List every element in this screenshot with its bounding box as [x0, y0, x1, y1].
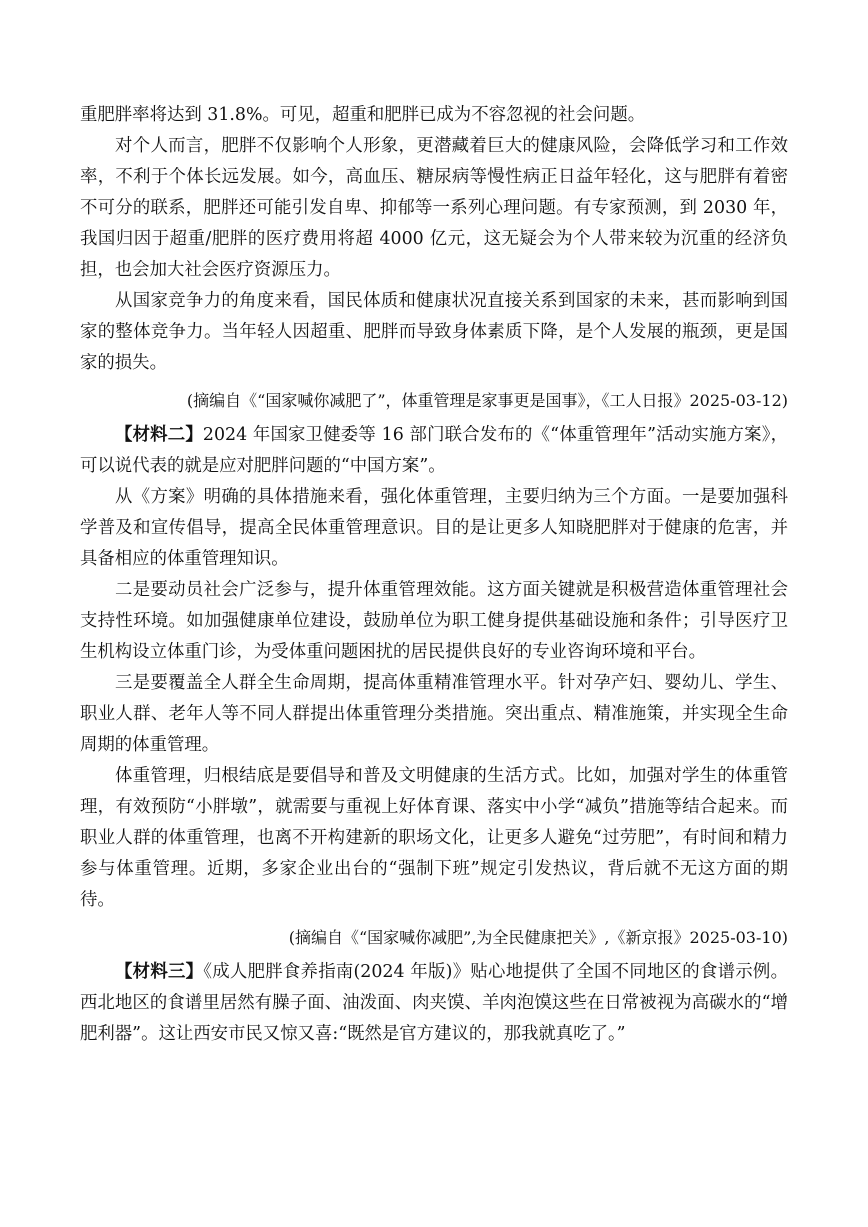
paragraph-measure-two: 二是要动员社会广泛参与，提升体重管理效能。这方面关键就是积极营造体重管理社会支持性环境。如加强健康单位建设，鼓励单位为职工健身提供基础设施和条件；引导医疗卫生机构设立体重门诊，为受体重问题困扰的居民提供良好的专业咨询环境和平台。 [80, 580, 788, 662]
paragraph-continuation: 重肥胖率将达到 31.8%。可见，超重和肥胖已成为不容忽视的社会问题。 [80, 105, 646, 125]
material-three-intro [80, 957, 788, 1050]
paragraph-national-competitiveness: 从国家竞争力的角度来看，国民体质和健康状况直接关系到国家的未来，甚而影响到国家的整体竞争力。当年轻人因超重、肥胖而导致身体素质下降，是个人发展的瓶颈，更是国家的损失。 [80, 291, 788, 373]
paragraph-measure-three: 三是要覆盖全人群全生命周期，提高体重精准管理水平。针对孕产妇、婴幼儿、学生、职业人群、老年人等不同人群提出体重管理分类措施。突出重点、精准施策，并实现全生命周期的体重管理。 [80, 673, 788, 755]
material-three-text: 《成人肥胖食养指南(2024 年版)》贴心地提供了全国不同地区的食谱示例。西北地区的食谱里居然有臊子面、油泼面、肉夹馍、羊肉泡馍这些在日常被视为高碳水的“增肥利器”。这让西安市民又惊又喜:“既然是官方建议的，那我就真吃了。” [80, 962, 788, 1044]
material-three-label: 【材料三】 [115, 962, 204, 982]
material-two-intro [80, 420, 788, 482]
material-two-text: 2024 年国家卫健委等 16 部门联合发布的《“体重管理年”活动实施方案》，可以说代表的就是应对肥胖问题的“中国方案”。 [80, 425, 788, 476]
paragraph-measure-one: 从《方案》明确的具体措施来看，强化体重管理，主要归纳为三个方面。一是要加强科学普及和宣传倡导，提高全民体重管理意识。目的是让更多人知晓肥胖对于健康的危害，并具备相应的体重管理知识。 [80, 487, 788, 569]
document-body [80, 100, 788, 1050]
material-two-label: 【材料二】 [115, 425, 203, 445]
paragraph-personal-impact: 对个人而言，肥胖不仅影响个人形象，更潜藏着巨大的健康风险，会降低学习和工作效率，不利于个体长远发展。如今，高血压、糖尿病等慢性病正日益年轻化，这与肥胖有着密不可分的联系，肥胖还可能引发自卑、抑郁等一系列心理问题。有专家预测，到 2030 年，我国归因于超重/肥胖的医疗费用将超 4000 亿元，这无疑会为个人带来较为沉重的经济负担，也会加大社会医疗资源压力。 [80, 136, 788, 280]
source-citation-1: (摘编自《“国家喊你减肥了”，体重管理是家事更是国事》，《工人日报》2025-03-12) [186, 391, 788, 410]
source-citation-2: (摘编自《“国家喊你减肥”,为全民健康把关》,《新京报》2025-03-10) [288, 928, 788, 947]
paragraph-lifestyle: 体重管理，归根结底是要倡导和普及文明健康的生活方式。比如，加强对学生的体重管理，有效预防“小胖墩”，就需要与重视上好体育课、落实中小学“减负”措施等结合起来。而职业人群的体重管理，也离不开构建新的职场文化，让更多人避免“过劳肥”，有时间和精力参与体重管理。近期，多家企业出台的“强制下班”规定引发热议，背后就不无这方面的期待。 [80, 766, 788, 910]
